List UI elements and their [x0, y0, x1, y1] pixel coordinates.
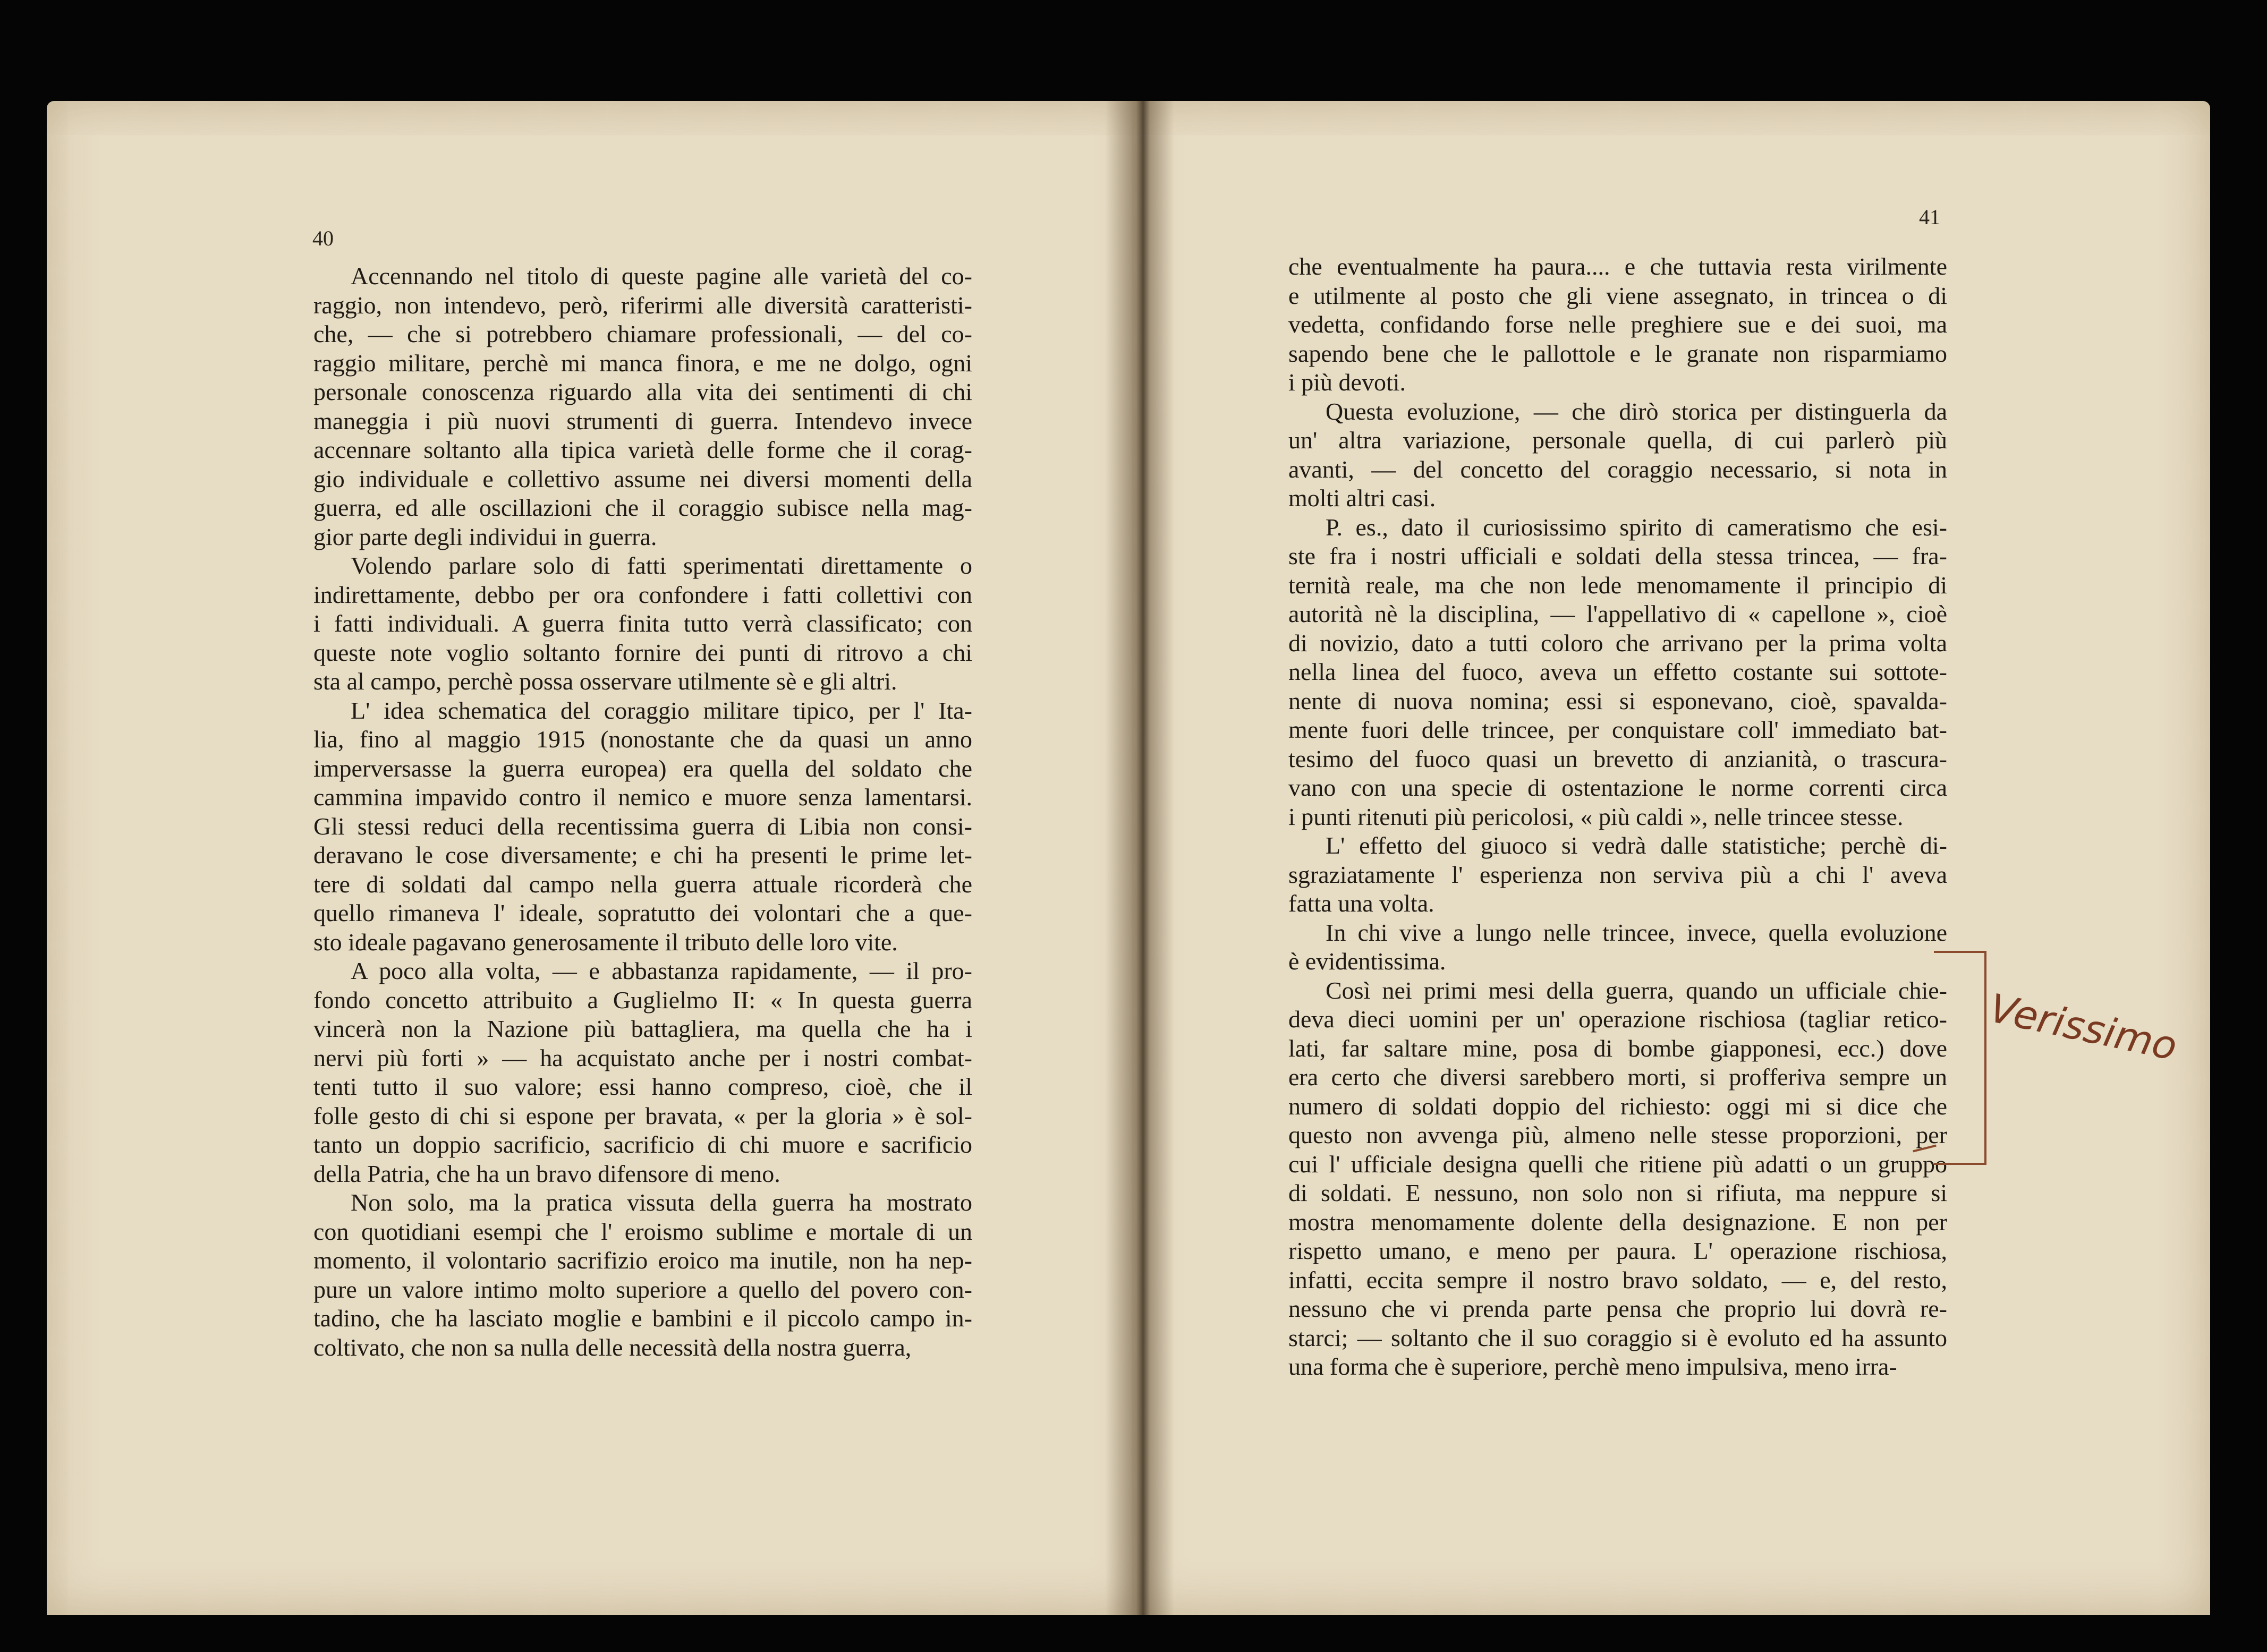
text-line: che, — che si potrebbero chiamare professionali, — del co-	[313, 320, 972, 347]
text-line: era certo che diversi sarebbero morti, si profferiva sempre un	[1288, 1063, 1947, 1091]
text-line: e utilmente al posto che gli viene assegnato, in trincea o di	[1288, 282, 1947, 309]
text-line: nella linea del fuoco, aveva un effetto costante sui sottote-	[1288, 658, 1947, 685]
text-line: nessuno che vi prenda parte pensa che proprio lui dovrà re-	[1288, 1295, 1947, 1322]
text-line: un' altra variazione, personale quella, di cui parlerò più	[1288, 427, 1947, 454]
text-line: queste note voglio soltanto fornire dei punti di ritrovo a chi	[313, 638, 972, 666]
text-line: deva dieci uomini per un' operazione rischiosa (tagliar retico-	[1288, 1006, 1947, 1033]
left-page-text	[313, 262, 972, 1362]
text-line: numero di soldati doppio del richiesto: oggi mi si dice che	[1288, 1092, 1947, 1120]
text-line: raggio militare, perchè mi manca finora, e me ne dolgo, ogni	[313, 349, 972, 377]
text-line: pure un valore intimo molto superiore a quello del povero con-	[313, 1275, 972, 1303]
text-line: avanti, — del concetto del coraggio necessario, si nota in	[1288, 455, 1947, 483]
text-line: fondo concetto attribuito a Guglielmo II: « In questa guerra	[313, 986, 972, 1014]
right-page-number: 41	[1919, 205, 1940, 229]
text-line: lia, fino al maggio 1915 (nonostante che da quasi un anno	[313, 726, 972, 753]
text-line: vincerà non la Nazione più battagliera, ma quella che ha i	[313, 1015, 972, 1042]
text-line: Accennando nel titolo di queste pagine alle varietà del co-	[351, 262, 972, 289]
text-line: lati, far saltare mine, posa di bombe giapponesi, ecc.) dove	[1288, 1034, 1947, 1062]
text-line: Volendo parlare solo di fatti sperimentati direttamente o	[351, 552, 972, 579]
text-line: di soldati. E nessuno, non solo non si rifiuta, ma neppure si	[1288, 1179, 1947, 1206]
text-line: Non solo, ma la pratica vissuta della guerra ha mostrato	[351, 1189, 972, 1216]
text-line: infatti, eccita sempre il nostro bravo soldato, — e, del resto,	[1288, 1266, 1947, 1293]
text-line: starci; — soltanto che il suo coraggio si è evoluto ed ha assunto	[1288, 1324, 1947, 1351]
text-line: gior parte degli individui in guerra.	[313, 523, 657, 550]
text-line: autorità nè la disciplina, — l'appellativo di « capellone », cioè	[1288, 600, 1947, 627]
margin-bracket	[1934, 951, 1986, 1165]
text-line: mostra menomamente dolente della designazione. E non per	[1288, 1208, 1947, 1236]
text-line: accennare soltanto alla tipica varietà delle forme che il corag-	[313, 436, 972, 463]
text-line: ternità reale, ma che non lede menomamente il principio di	[1288, 571, 1947, 599]
text-line: quello rimaneva l' ideale, sopratutto dei volontari che a que-	[313, 899, 972, 926]
text-line: ste fra i nostri ufficiali e soldati della stessa trincea, — fra-	[1288, 542, 1947, 569]
text-line: Gli stessi reduci della recentissima guerra di Libia non consi-	[313, 812, 972, 840]
text-line: i più devoti.	[1288, 369, 1406, 396]
text-line: folle gesto di chi si espone per bravata, « per la gloria » è sol-	[313, 1102, 972, 1129]
text-line: tere di soldati dal campo nella guerra attuale ricorderà che	[313, 870, 972, 898]
text-line: momento, il volontario sacrifizio eroico ma inutile, non ha nep-	[313, 1247, 972, 1274]
text-line: coltivato, che non sa nulla delle necessità della nostra guerra,	[313, 1333, 912, 1361]
text-line: nente di nuova nomina; essi si esponevano, cioè, spavalda-	[1288, 687, 1947, 714]
text-line: cammina impavido contro il nemico e muore senza lamentarsi.	[313, 784, 972, 811]
text-line: Questa evoluzione, — che dirò storica per distinguerla da	[1326, 397, 1947, 425]
text-line: fatta una volta.	[1288, 890, 1434, 917]
text-line: mente fuori delle trincee, per conquistare coll' immediato bat-	[1288, 716, 1947, 743]
text-line: L' idea schematica del coraggio militare tipico, per l' Ita-	[351, 696, 972, 724]
text-line: indirettamente, debbo per ora confondere i fatti collettivi con	[313, 581, 972, 608]
text-line: sta al campo, perchè possa osservare utilmente sè e gli altri.	[313, 668, 897, 695]
text-line: una forma che è superiore, perchè meno impulsiva, meno irra-	[1288, 1353, 1897, 1380]
text-line: sapendo bene che le pallottole e le granate non risparmiamo	[1288, 339, 1947, 367]
text-line: con quotidiani esempi che l' eroismo sublime e mortale di un	[313, 1217, 972, 1245]
text-line: cui l' ufficiale designa quelli che ritiene più adatti o un gruppo	[1288, 1150, 1947, 1178]
text-line: P. es., dato il curiosissimo spirito di cameratismo che esi-	[1326, 513, 1947, 541]
text-line: L' effetto del giuoco si vedrà dalle statistiche; perchè di-	[1326, 832, 1947, 859]
text-line: sto ideale pagavano generosamente il tributo delle loro vite.	[313, 928, 898, 956]
text-line: è evidentissima.	[1288, 948, 1446, 975]
text-line: guerra, ed alle oscillazioni che il coraggio subisce nella mag-	[313, 494, 972, 521]
text-line: che eventualmente ha paura.... e che tuttavia resta virilmente	[1288, 253, 1947, 280]
text-line: maneggia i più nuovi strumenti di guerra. Intendevo invece	[313, 407, 972, 435]
text-line: tenti tutto il suo valore; essi hanno compreso, cioè, che il	[313, 1073, 972, 1100]
right-page-text	[1288, 252, 1947, 1382]
text-line: vedetta, confidando forse nelle preghiere sue e dei suoi, ma	[1288, 311, 1947, 338]
text-line: tanto un doppio sacrificio, sacrificio di chi muore e sacrificio	[313, 1131, 972, 1158]
text-line: sgraziatamente l' esperienza non serviva più a chi l' aveva	[1288, 861, 1947, 888]
text-line: vano con una specie di ostentazione le norme correnti circa	[1288, 774, 1947, 801]
text-line: gio individuale e collettivo assume nei diversi momenti della	[313, 465, 972, 492]
text-line: i punti ritenuti più pericolosi, « più caldi », nelle trincee stesse.	[1288, 803, 1904, 830]
text-line: di novizio, dato a tutti coloro che arrivano per la prima volta	[1288, 629, 1947, 657]
text-line: A poco alla volta, — e abbastanza rapidamente, — il pro-	[351, 957, 972, 984]
book-gutter	[1105, 101, 1174, 1615]
text-line: raggio, non intendevo, però, riferirmi alle diversità caratteristi-	[313, 291, 972, 319]
text-line: nervi più forti » — ha acquistato anche per i nostri combat-	[313, 1044, 972, 1071]
text-line: personale conoscenza riguardo alla vita dei sentimenti di chi	[313, 378, 972, 405]
handwritten-marginal-note: Verissimo	[1985, 985, 2181, 1070]
text-line: tadino, che ha lasciato moglie e bambini e il piccolo campo in-	[313, 1305, 972, 1332]
text-line: In chi vive a lungo nelle trincee, invece, quella evoluzione	[1326, 918, 1947, 946]
text-line: deravano le cose diversamente; e chi ha presenti le prime let-	[313, 841, 972, 868]
text-line: tesimo del fuoco quasi un brevetto di anzianità, o trascura-	[1288, 745, 1947, 772]
text-line: molti altri casi.	[1288, 484, 1436, 512]
text-line: Così nei primi mesi della guerra, quando un ufficiale chie-	[1326, 976, 1947, 1004]
text-line: imperversasse la guerra europea) era quella del soldato che	[313, 754, 972, 782]
text-line: rispetto umano, e meno per paura. L' operazione rischiosa,	[1288, 1237, 1947, 1264]
text-line: i fatti individuali. A guerra finita tutto verrà classificato; con	[313, 610, 972, 637]
text-line: questo non avvenga più, almeno nelle stesse proporzioni, per	[1288, 1121, 1947, 1148]
left-page-number: 40	[312, 226, 334, 250]
text-line: della Patria, che ha un bravo difensore di meno.	[313, 1160, 780, 1187]
